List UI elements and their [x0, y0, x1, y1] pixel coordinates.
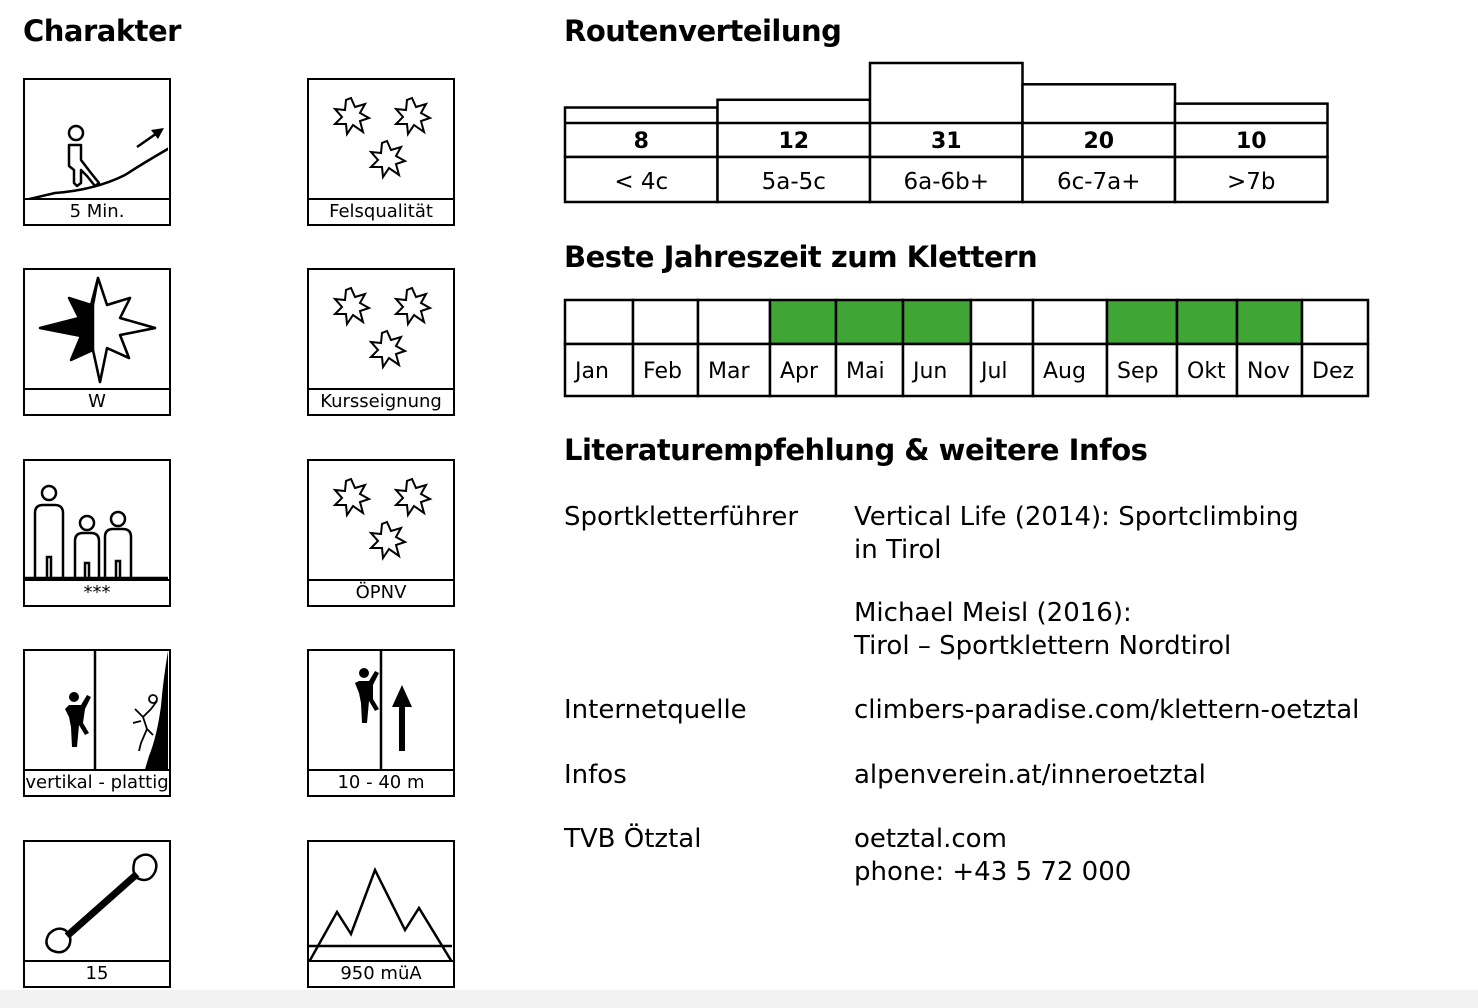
guidebook-entry-2: Michael Meisl (2016): Tirol – Sportklettern Nordtirol — [854, 598, 1232, 661]
month-recommended-cell — [1107, 300, 1177, 344]
month-recommended-cell — [1237, 300, 1302, 344]
tourism-board-label: TVB Ötztal — [564, 824, 702, 854]
guidebook-label: Sportkletterführer — [564, 502, 799, 532]
web-source-label: Internetquelle — [564, 695, 747, 725]
altitude-tile — [307, 840, 455, 988]
month-cell — [1302, 300, 1368, 344]
course-suitability-caption: Kursseignung — [309, 388, 453, 414]
grade-label: 6a-6b+ — [903, 169, 990, 195]
route-count-label: 20 — [1083, 129, 1115, 154]
climber-wall-icon — [25, 651, 168, 771]
grade-label: 6c-7a+ — [1056, 169, 1141, 195]
orientation-tile — [23, 268, 171, 416]
quickdraw-icon — [25, 842, 168, 962]
route-count-label: 8 — [633, 129, 649, 154]
compass-star-icon — [25, 270, 168, 390]
season-heading: Beste Jahreszeit zum Klettern — [564, 240, 1038, 274]
character-heading: Charakter — [23, 14, 181, 48]
season-calendar — [555, 290, 1375, 405]
info-link[interactable]: alpenverein.at/inneroetztal — [854, 760, 1206, 790]
mountain-icon — [309, 842, 452, 962]
month-recommended-cell — [770, 300, 836, 344]
page-bottom-edge — [0, 990, 1478, 1008]
grade-label: < 4c — [614, 169, 669, 195]
month-cell — [633, 300, 698, 344]
month-label: Feb — [643, 359, 682, 384]
three-stars-icon — [309, 270, 452, 390]
month-cell — [565, 300, 633, 344]
family-friendliness-tile — [23, 459, 171, 607]
info-label: Infos — [564, 760, 627, 790]
month-label: Jun — [913, 359, 948, 384]
route-length-caption: 10 - 40 m — [309, 769, 453, 795]
hiker-uphill-icon — [25, 80, 168, 200]
orientation-caption: W — [25, 388, 169, 414]
route-count-label: 12 — [778, 129, 810, 154]
route-length-tile — [307, 649, 455, 797]
three-stars-icon — [309, 80, 452, 200]
month-label: Sep — [1117, 359, 1159, 384]
public-transport-caption: ÖPNV — [309, 579, 453, 605]
rock-quality-caption: Felsqualität — [309, 198, 453, 224]
month-cell — [698, 300, 770, 344]
month-label: Jan — [575, 359, 609, 384]
route-distribution-chart — [555, 55, 1345, 210]
quickdraws-tile — [23, 840, 171, 988]
approach-time-tile — [23, 78, 171, 226]
rock-quality-tile — [307, 78, 455, 226]
steepness-caption: vertikal - plattig — [25, 769, 169, 795]
month-label: Okt — [1187, 359, 1226, 384]
family-icon — [25, 461, 168, 581]
month-label: Apr — [780, 359, 819, 384]
month-recommended-cell — [1177, 300, 1237, 344]
approach-time-caption: 5 Min. — [25, 198, 169, 224]
guidebook-entry-1: Vertical Life (2014): Sportclimbing in Tirol — [854, 502, 1299, 565]
month-cell — [1033, 300, 1107, 344]
month-label: Mar — [708, 359, 750, 384]
three-stars-icon — [309, 461, 452, 581]
month-recommended-cell — [903, 300, 971, 344]
climber-arrow-icon — [309, 651, 452, 771]
month-label: Aug — [1043, 359, 1086, 384]
grade-label: 5a-5c — [761, 169, 826, 195]
route-count-label: 31 — [930, 129, 962, 154]
grade-label: >7b — [1226, 169, 1276, 195]
web-source-link[interactable]: climbers-paradise.com/klettern-oetztal — [854, 695, 1360, 725]
steepness-tile — [23, 649, 171, 797]
family-friendliness-caption: *** — [25, 579, 169, 605]
route-count-label: 10 — [1235, 129, 1267, 154]
month-label: Nov — [1247, 359, 1290, 384]
routes-heading: Routenverteilung — [564, 14, 842, 48]
month-label: Mai — [846, 359, 885, 384]
literature-heading: Literaturempfehlung & weitere Infos — [564, 433, 1148, 467]
quickdraws-caption: 15 — [25, 960, 169, 986]
altitude-caption: 950 müA — [309, 960, 453, 986]
month-recommended-cell — [836, 300, 903, 344]
tourism-board-contact[interactable]: oetztal.com phone: +43 5 72 000 — [854, 824, 1132, 887]
month-label: Dez — [1312, 359, 1355, 384]
month-cell — [971, 300, 1033, 344]
month-label: Jul — [981, 359, 1008, 384]
course-suitability-tile — [307, 268, 455, 416]
public-transport-tile — [307, 459, 455, 607]
